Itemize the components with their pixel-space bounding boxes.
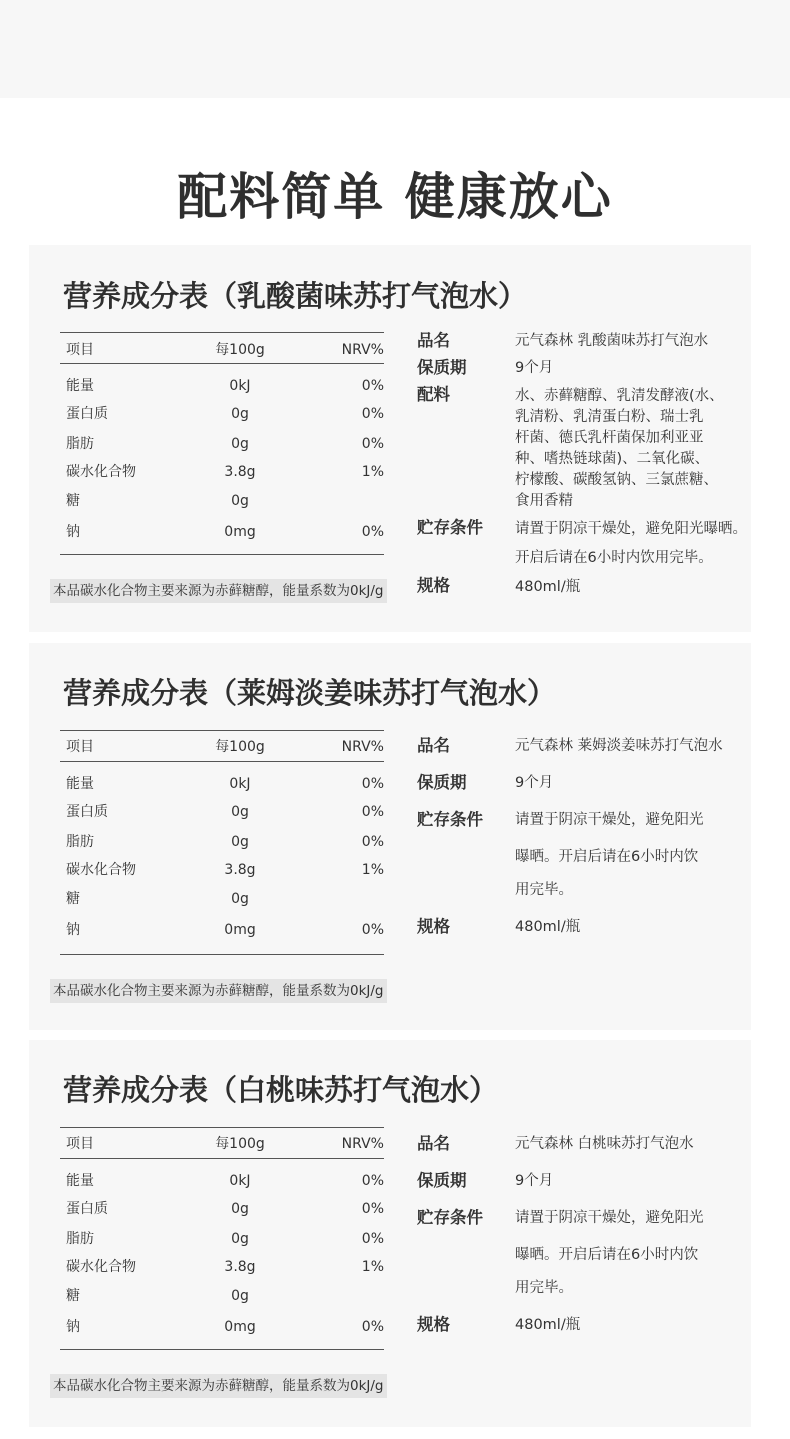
ingredients-line: 食用香精: [515, 493, 573, 509]
ingredients-line: 乳清粉、乳清蛋白粉、瑞士乳: [515, 409, 704, 425]
spec-value: 480ml/瓶: [515, 919, 581, 935]
table-row-nrv: 0%: [361, 1319, 384, 1335]
table-row-nrv: 0%: [361, 804, 384, 820]
table-row-value: 0g: [231, 804, 249, 820]
header-per100g: 每100g: [215, 342, 265, 358]
table-row-nrv: 1%: [361, 862, 384, 878]
table-row-item: 碳水化合物: [66, 1259, 136, 1275]
table-bottom-rule: [60, 554, 384, 555]
table-row-nrv: 0%: [361, 1201, 384, 1217]
product-name-value: 元气森林 白桃味苏打气泡水: [515, 1136, 694, 1152]
table-row-value: 0g: [231, 1231, 249, 1247]
card-title: 营养成分表（白桃味苏打气泡水）: [63, 1073, 499, 1107]
storage-label: 贮存条件: [417, 1208, 483, 1227]
table-bottom-rule: [60, 1349, 384, 1350]
card-title: 营养成分表（莱姆淡姜味苏打气泡水）: [63, 676, 557, 710]
storage-line: 曝晒。开启后请在6小时内饮: [515, 1247, 699, 1263]
table-row-value: 0g: [231, 1201, 249, 1217]
table-row-item: 糖: [66, 891, 80, 907]
table-row-item: 钠: [66, 922, 80, 938]
ingredients-line: 种、嗜热链球菌)、二氧化碳、: [515, 451, 710, 467]
table-row-nrv: 0%: [361, 1231, 384, 1247]
table-row-value: 0g: [231, 493, 249, 509]
storage-line: 请置于阴凉干燥处，避免阳光: [515, 1210, 704, 1226]
table-top-rule: [60, 1127, 384, 1128]
storage-line: 曝晒。开启后请在6小时内饮: [515, 849, 699, 865]
table-top-rule: [60, 730, 384, 731]
storage-line: 用完毕。: [515, 882, 573, 898]
table-row-item: 能量: [66, 776, 94, 792]
table-header-rule: [60, 761, 384, 762]
header-item: 项目: [66, 739, 94, 755]
shelf-life-value: 9个月: [515, 1173, 554, 1189]
table-row-nrv: 0%: [361, 406, 384, 422]
table-row-item: 脂肪: [66, 834, 94, 850]
storage-line: 开启后请在6小时内饮用完毕。: [515, 550, 713, 566]
header-per100g: 每100g: [215, 739, 265, 755]
header-item: 项目: [66, 342, 94, 358]
carbohydrate-note: 本品碳水化合物主要来源为赤藓糖醇，能量系数为0kJ/g: [50, 979, 387, 1003]
table-row-item: 糖: [66, 1288, 80, 1304]
spec-value: 480ml/瓶: [515, 1317, 581, 1333]
table-row-nrv: 0%: [361, 776, 384, 792]
page-title: 配料简单 健康放心: [177, 168, 613, 226]
spec-label: 规格: [417, 917, 450, 936]
table-top-rule: [60, 332, 384, 333]
shelf-life-value: 9个月: [515, 775, 554, 791]
table-row-value: 3.8g: [224, 1259, 256, 1275]
top-band: [0, 0, 790, 98]
ingredients-line: 杆菌、德氏乳杆菌保加利亚亚: [515, 430, 704, 446]
header-item: 项目: [66, 1136, 94, 1152]
table-row-nrv: 0%: [361, 922, 384, 938]
table-row-item: 钠: [66, 524, 80, 540]
shelf-life-label: 保质期: [417, 1171, 467, 1190]
table-bottom-rule: [60, 954, 384, 955]
table-row-value: 0g: [231, 1288, 249, 1304]
table-row-value: 0g: [231, 834, 249, 850]
table-row-item: 碳水化合物: [66, 464, 136, 480]
table-row-value: 3.8g: [224, 862, 256, 878]
ingredients-label: 配料: [417, 385, 450, 404]
table-row-value: 0mg: [224, 922, 256, 938]
shelf-life-value: 9个月: [515, 360, 554, 376]
shelf-life-label: 保质期: [417, 773, 467, 792]
storage-label: 贮存条件: [417, 518, 483, 537]
table-row-item: 碳水化合物: [66, 862, 136, 878]
table-row-value: 0kJ: [229, 776, 251, 792]
product-name-value: 元气森林 乳酸菌味苏打气泡水: [515, 333, 709, 349]
storage-label: 贮存条件: [417, 810, 483, 829]
ingredients-line: 水、赤藓糖醇、乳清发酵液(水、: [515, 388, 724, 404]
product-name-value: 元气森林 莱姆淡姜味苏打气泡水: [515, 738, 723, 754]
table-row-value: 0g: [231, 436, 249, 452]
table-row-nrv: 0%: [361, 378, 384, 394]
table-row-value: 0mg: [224, 1319, 256, 1335]
table-row-nrv: 0%: [361, 436, 384, 452]
header-nrv: NRV%: [341, 342, 384, 358]
table-row-item: 能量: [66, 1173, 94, 1189]
shelf-life-label: 保质期: [417, 358, 467, 377]
table-row-value: 0g: [231, 891, 249, 907]
storage-line: 用完毕。: [515, 1280, 573, 1296]
table-row-nrv: 0%: [361, 524, 384, 540]
table-row-item: 蛋白质: [66, 406, 108, 422]
table-row-nrv: 1%: [361, 464, 384, 480]
table-row-item: 糖: [66, 493, 80, 509]
table-row-value: 0g: [231, 406, 249, 422]
spec-label: 规格: [417, 1315, 450, 1334]
table-row-value: 0kJ: [229, 1173, 251, 1189]
table-row-value: 0kJ: [229, 378, 251, 394]
table-row-item: 钠: [66, 1319, 80, 1335]
table-header-rule: [60, 1158, 384, 1159]
header-nrv: NRV%: [341, 1136, 384, 1152]
carbohydrate-note: 本品碳水化合物主要来源为赤藓糖醇，能量系数为0kJ/g: [50, 579, 387, 603]
nutrition-card-white-peach: [29, 1040, 751, 1427]
table-row-nrv: 1%: [361, 1259, 384, 1275]
header-per100g: 每100g: [215, 1136, 265, 1152]
nutrition-card-lime-ginger: [29, 643, 751, 1030]
table-row-item: 蛋白质: [66, 1201, 108, 1217]
table-row-nrv: 0%: [361, 1173, 384, 1189]
spec-label: 规格: [417, 576, 450, 595]
storage-line: 请置于阴凉干燥处，避免阳光曝晒。: [515, 521, 747, 537]
table-row-item: 蛋白质: [66, 804, 108, 820]
storage-line: 请置于阴凉干燥处，避免阳光: [515, 812, 704, 828]
card-title: 营养成分表（乳酸菌味苏打气泡水）: [63, 279, 528, 313]
product-name-label: 品名: [417, 331, 450, 350]
table-row-nrv: 0%: [361, 834, 384, 850]
nutrition-card-lactobacillus: [29, 245, 751, 632]
ingredients-line: 柠檬酸、碳酸氢钠、三氯蔗糖、: [515, 472, 718, 488]
carbohydrate-note: 本品碳水化合物主要来源为赤藓糖醇，能量系数为0kJ/g: [50, 1374, 387, 1398]
product-name-label: 品名: [417, 736, 450, 755]
header-nrv: NRV%: [341, 739, 384, 755]
table-row-value: 0mg: [224, 524, 256, 540]
table-row-item: 能量: [66, 378, 94, 394]
table-header-rule: [60, 363, 384, 364]
table-row-item: 脂肪: [66, 436, 94, 452]
product-name-label: 品名: [417, 1134, 450, 1153]
table-row-item: 脂肪: [66, 1231, 94, 1247]
spec-value: 480ml/瓶: [515, 579, 581, 595]
table-row-value: 3.8g: [224, 464, 256, 480]
